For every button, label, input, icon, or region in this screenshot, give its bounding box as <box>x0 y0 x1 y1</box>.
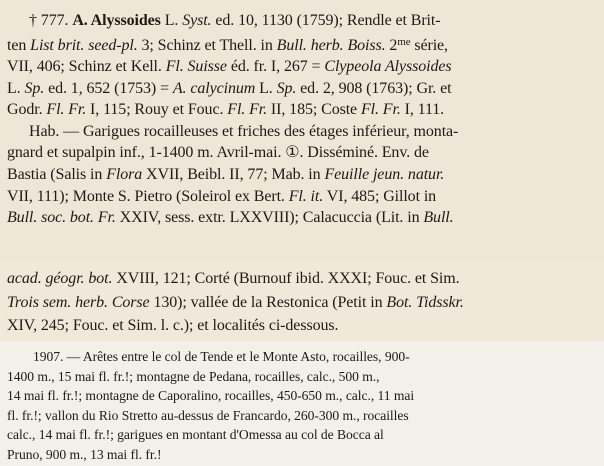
text-run: XXIV, sess. extr. LXXVIII); Calacuccia (Lit. in <box>115 209 424 227</box>
text-run: Trois sem. herb. Corse <box>7 293 150 311</box>
text-run: A. calycinum <box>172 79 256 97</box>
page-scan-middle <box>0 261 604 341</box>
page-scan-bottom <box>0 341 604 466</box>
text-line <box>7 267 594 291</box>
text-run: Fl. Fr. <box>46 101 87 119</box>
text-line <box>7 291 594 315</box>
text-run: XIV, 245; Fouc. et Sim. l. c.); et localités ci-dessous. <box>7 317 339 334</box>
text-line <box>7 207 592 229</box>
habitat-continuation <box>7 267 594 338</box>
text-run: Sp. <box>276 79 297 97</box>
text-line <box>7 367 596 387</box>
text-run: Fl. it. <box>288 187 324 205</box>
text-run: Fl. Fr. <box>360 101 401 119</box>
text-run: Bull. herb. Boiss. <box>276 36 386 54</box>
text-run: I, 115; Rouy et Fouc. <box>86 101 228 119</box>
text-run: VI, 485; Gillot in <box>323 187 437 205</box>
text-run: 2 <box>385 36 398 54</box>
text-line <box>7 445 596 465</box>
text-run: XVII, Beibl. II, 77; Mab. in <box>142 166 325 184</box>
text-run: Bull. <box>423 209 454 227</box>
text-run: ed. 10, 1130 (1759); Rendle et Brit- <box>211 12 441 29</box>
text-line <box>7 314 594 338</box>
text-line <box>7 142 592 164</box>
text-line <box>7 32 592 56</box>
species-entry <box>7 10 592 121</box>
text-run: gnard et supalpin inf., 1-1400 m. Avril-mai. ①. Disséminé. Env. de <box>7 144 429 162</box>
text-run: † 777. <box>29 12 73 29</box>
text-run: II, 185; Coste <box>267 101 361 119</box>
text-run: I, 111. <box>400 101 445 119</box>
text-run: ed. 1, 652 (1753) = <box>44 79 173 97</box>
text-run: Fl. Fr. <box>227 101 268 119</box>
text-run: L. <box>7 79 25 97</box>
text-line <box>7 164 592 186</box>
text-run: Clypeola Alyssoides <box>324 58 452 76</box>
text-run: VII, 406; Schinz et Kell. <box>7 58 166 76</box>
text-run: Fl. Suisse <box>165 58 227 76</box>
text-run: Bastia (Salis in <box>7 166 107 184</box>
text-line <box>7 406 596 426</box>
text-run: Feuille jeun. natur. <box>324 166 445 184</box>
text-run: Godr. <box>7 101 47 119</box>
text-line <box>7 425 596 445</box>
text-run: acad. géogr. bot. <box>7 270 113 287</box>
text-run: Bull. soc. bot. Fr. <box>7 209 116 227</box>
text-run: 1400 m., 15 mai fl. fr.!; montagne de Pedana, rocailles, calc., 500 m., <box>7 368 380 384</box>
text-run: ed. 2, 908 (1763); Gr. et <box>296 79 452 97</box>
text-run: List brit. seed-pl. <box>30 36 138 54</box>
text-line <box>7 99 592 121</box>
text-run: Hab. — Garigues rocailleuses et friches des étages inférieur, monta- <box>29 122 459 140</box>
text-line <box>7 186 592 208</box>
text-run: Syst. <box>182 12 212 29</box>
text-line <box>7 78 592 100</box>
text-line <box>7 386 596 406</box>
text-run: me <box>397 35 411 48</box>
text-run: 130); vallée de la Restonica (Petit in <box>149 293 387 311</box>
text-run: XVIII, 121; Corté (Burnouf ibid. XXXI; Fouc. et Sim. <box>112 270 460 287</box>
text-run: série, <box>410 36 448 54</box>
text-run: ten <box>7 36 31 54</box>
text-run: 3; Schinz et Thell. in <box>137 36 277 54</box>
text-run: fl. fr.!; vallon du Rio Stretto au-dessus de Francardo, 260-300 m., rocailles <box>7 407 409 423</box>
text-run: éd. fr. I, 267 = <box>226 58 325 76</box>
text-run: A. Alyssoides <box>72 12 161 29</box>
text-line <box>7 56 592 78</box>
text-run: Bot. Tidsskr. <box>386 293 464 311</box>
text-run: 1907. — Arêtes entre le col de Tende et le Monte Asto, rocailles, 900- <box>33 349 410 364</box>
text-run: Flora <box>106 166 143 184</box>
text-run: 14 mai fl. fr.!; montagne de Caporalino, rocailles, 450-650 m., calc., 11 mai <box>7 388 415 404</box>
text-run: Sp. <box>24 79 45 97</box>
text-run: calc., 14 mai fl. fr.!; garigues en montant d'Omessa au col de Bocca al <box>7 427 384 443</box>
text-run: L. <box>255 79 277 97</box>
habitat-paragraph <box>7 121 592 229</box>
text-line <box>7 121 592 143</box>
text-run: Pruno, 900 m., 13 mai fl. fr.! <box>7 446 162 462</box>
text-line <box>7 10 592 32</box>
text-run: L. <box>160 12 183 29</box>
records-1907-paragraph <box>7 347 596 465</box>
text-line <box>7 347 596 367</box>
text-run: VII, 111); Monte S. Pietro (Soleirol ex Bert. <box>7 187 289 205</box>
